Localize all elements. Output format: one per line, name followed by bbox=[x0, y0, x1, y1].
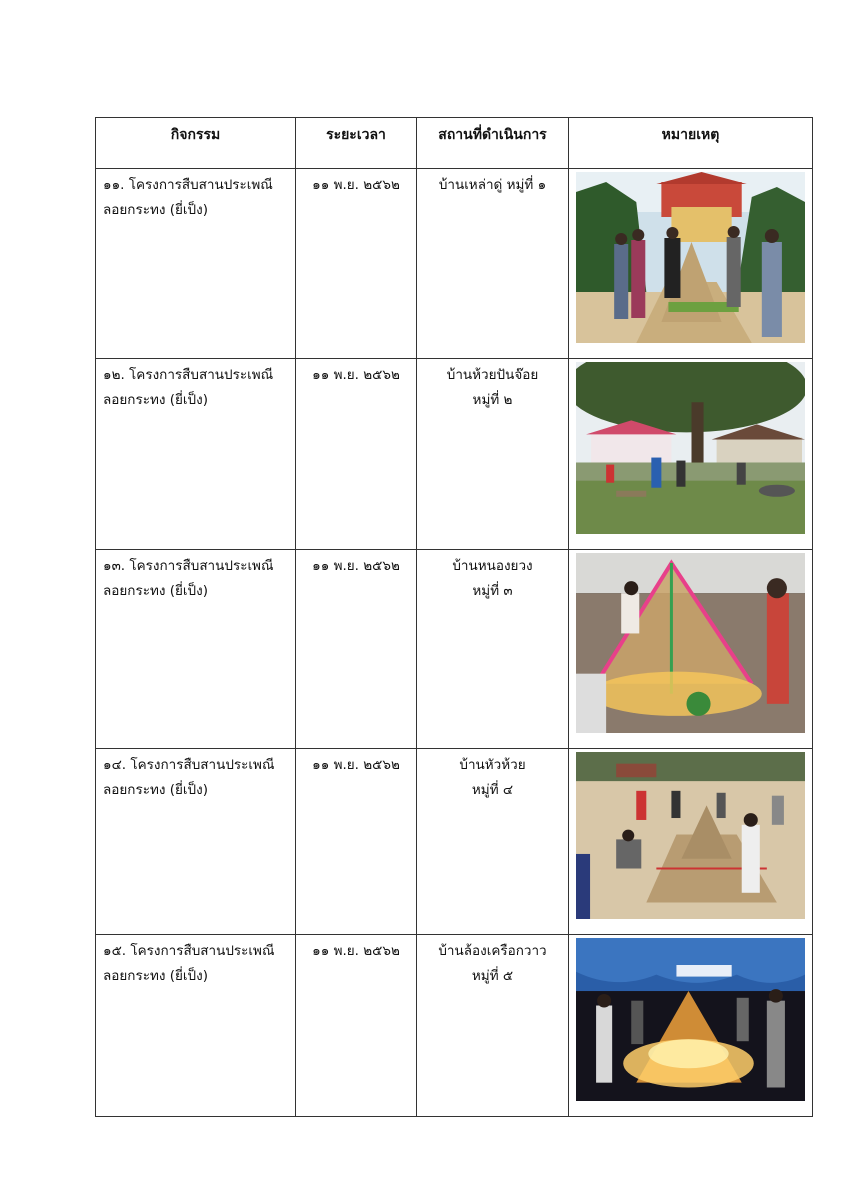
activity-cell bbox=[96, 359, 296, 550]
location-cell bbox=[417, 550, 569, 749]
event-photo bbox=[576, 362, 805, 534]
activity-subtitle: ลอยกระทง (ยี่เป็ง) bbox=[103, 583, 208, 599]
event-photo bbox=[576, 938, 805, 1101]
activity-cell bbox=[96, 550, 296, 749]
header-period: ระยะเวลา bbox=[296, 118, 417, 169]
activity-title: ๑๓. โครงการสืบสานประเพณี bbox=[103, 558, 274, 574]
location-village: หมู่ที่ ๕ bbox=[471, 968, 514, 984]
period-cell: ๑๑ พ.ย. ๒๕๖๒ bbox=[296, 550, 417, 749]
table-row bbox=[96, 935, 813, 1117]
activity-cell bbox=[96, 749, 296, 935]
table-row bbox=[96, 359, 813, 550]
location-name: บ้านหนองยวง bbox=[452, 558, 533, 574]
event-photo bbox=[576, 172, 805, 343]
period-cell: ๑๑ พ.ย. ๒๕๖๒ bbox=[296, 749, 417, 935]
header-location: สถานที่ดำเนินการ bbox=[417, 118, 569, 169]
activity-table bbox=[95, 117, 813, 1117]
table-row bbox=[96, 550, 813, 749]
period-cell: ๑๑ พ.ย. ๒๕๖๒ bbox=[296, 935, 417, 1117]
remark-cell bbox=[569, 550, 813, 749]
event-photo bbox=[576, 553, 805, 733]
activity-title: ๑๒. โครงการสืบสานประเพณี bbox=[103, 367, 274, 383]
activity-title: ๑๕. โครงการสืบสานประเพณี bbox=[103, 943, 275, 959]
location-name: บ้านหัวห้วย bbox=[459, 757, 526, 773]
activity-cell bbox=[96, 169, 296, 359]
activity-subtitle: ลอยกระทง (ยี่เป็ง) bbox=[103, 392, 208, 408]
activity-subtitle: ลอยกระทง (ยี่เป็ง) bbox=[103, 782, 208, 798]
activity-title: ๑๑. โครงการสืบสานประเพณี bbox=[103, 177, 273, 193]
location-village: หมู่ที่ ๔ bbox=[471, 782, 514, 798]
table-row bbox=[96, 169, 813, 359]
table-row bbox=[96, 749, 813, 935]
activity-title: ๑๔. โครงการสืบสานประเพณี bbox=[103, 757, 275, 773]
period-cell: ๑๑ พ.ย. ๒๕๖๒ bbox=[296, 169, 417, 359]
location-name: บ้านล้องเครือกวาว bbox=[438, 943, 547, 959]
remark-cell bbox=[569, 169, 813, 359]
location-village: หมู่ที่ ๓ bbox=[472, 583, 513, 599]
activity-subtitle: ลอยกระทง (ยี่เป็ง) bbox=[103, 202, 208, 218]
location-cell bbox=[417, 169, 569, 359]
activity-cell bbox=[96, 935, 296, 1117]
header-remark: หมายเหตุ bbox=[569, 118, 813, 169]
location-cell bbox=[417, 749, 569, 935]
table-header-row bbox=[96, 118, 813, 169]
header-activity: กิจกรรม bbox=[96, 118, 296, 169]
activity-subtitle: ลอยกระทง (ยี่เป็ง) bbox=[103, 968, 208, 984]
event-photo bbox=[576, 752, 805, 919]
period-cell: ๑๑ พ.ย. ๒๕๖๒ bbox=[296, 359, 417, 550]
location-name: บ้านเหล่าดู่ หมู่ที่ ๑ bbox=[438, 177, 547, 193]
remark-cell bbox=[569, 359, 813, 550]
location-name: บ้านห้วยปันจ๊อย bbox=[446, 367, 539, 383]
remark-cell bbox=[569, 935, 813, 1117]
location-cell bbox=[417, 359, 569, 550]
location-village: หมู่ที่ ๒ bbox=[472, 392, 513, 408]
location-cell bbox=[417, 935, 569, 1117]
remark-cell bbox=[569, 749, 813, 935]
